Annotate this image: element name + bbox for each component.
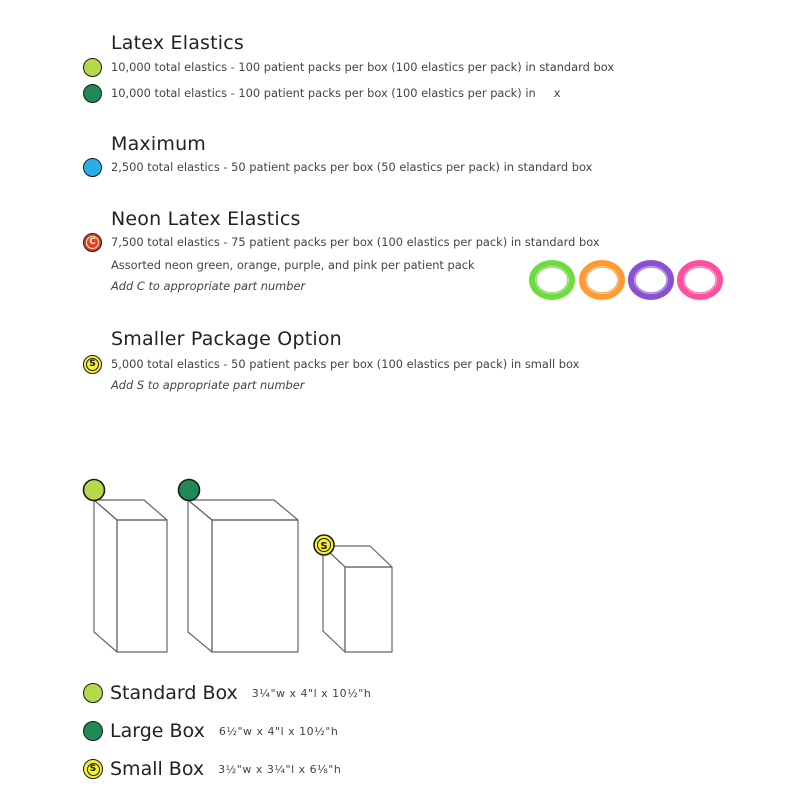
small-box-dimensions: 3½"w x 3¼"l x 6⅛"h (218, 762, 342, 776)
neon-rings-image (528, 255, 728, 305)
green-ring-icon (532, 263, 572, 297)
latex-standard-line (83, 57, 614, 77)
neon-assortment-text: Assorted neon green, orange, purple, and pink per patient pack (111, 258, 475, 272)
latex-large-line (83, 83, 560, 103)
dark-green-dot-icon (83, 721, 103, 741)
standard-box-drawing (94, 500, 167, 652)
small-box-drawing (323, 546, 392, 652)
small-box-label: Small Box (110, 758, 205, 780)
pink-ring-icon (680, 263, 720, 297)
small-box-yellow-s-dot-icon (314, 535, 334, 555)
orange-ring-icon (582, 263, 622, 297)
legend-large-box (83, 718, 338, 744)
legend-small-box (83, 756, 341, 782)
large-box-dimensions: 6½"w x 4"l x 10½"h (218, 724, 339, 738)
maximum-title: Maximum (111, 133, 207, 155)
box-drawings (0, 470, 420, 660)
dark-green-dot-icon (83, 84, 102, 103)
yellow-s-dot-icon (83, 355, 102, 374)
smaller-package-title: Smaller Package Option (111, 328, 342, 350)
large-box-label: Large Box (110, 720, 205, 742)
latex-large-text: 10,000 total elastics - 100 patient packs per box (100 elastics per pack) in (111, 86, 536, 100)
blue-dot-icon (83, 158, 102, 177)
c-mark-icon: C (86, 236, 99, 249)
yellow-s-dot-icon (83, 759, 103, 779)
svg-text:S: S (320, 541, 328, 552)
neon-part-number-note: Add C to appropriate part number (111, 279, 306, 293)
maximum-text: 2,500 total elastics - 50 patient packs per box (50 elastics per pack) in standard box (111, 160, 593, 174)
standard-box-dimensions: 3¼"w x 4"l x 10½"h (251, 686, 372, 700)
s-mark-icon: S (86, 358, 99, 371)
large-box-green-dot-icon (179, 480, 200, 501)
smaller-package-line (83, 354, 579, 374)
red-c-dot-icon (83, 233, 102, 252)
latex-large-mark: x (553, 86, 561, 100)
smaller-package-text: 5,000 total elastics - 50 patient packs per box (100 elastics per pack) in small box (111, 357, 580, 371)
neon-line (83, 232, 600, 252)
smaller-package-part-number-note: Add S to appropriate part number (111, 378, 305, 392)
standard-box-lime-dot-icon (84, 480, 105, 501)
latex-standard-text: 10,000 total elastics - 100 patient packs per box (100 elastics per pack) in standard box (111, 60, 615, 74)
lime-green-dot-icon (83, 683, 103, 703)
neon-title: Neon Latex Elastics (111, 208, 301, 230)
s-mark-icon: S (87, 763, 100, 776)
standard-box-label: Standard Box (110, 682, 238, 704)
latex-elastics-title: Latex Elastics (111, 32, 245, 54)
lime-green-dot-icon (83, 58, 102, 77)
large-box-drawing (188, 500, 298, 652)
legend-standard-box (83, 680, 371, 706)
maximum-line (83, 157, 592, 177)
purple-ring-icon (631, 263, 671, 297)
neon-text: 7,500 total elastics - 75 patient packs per box (100 elastics per pack) in standard box (111, 235, 600, 249)
